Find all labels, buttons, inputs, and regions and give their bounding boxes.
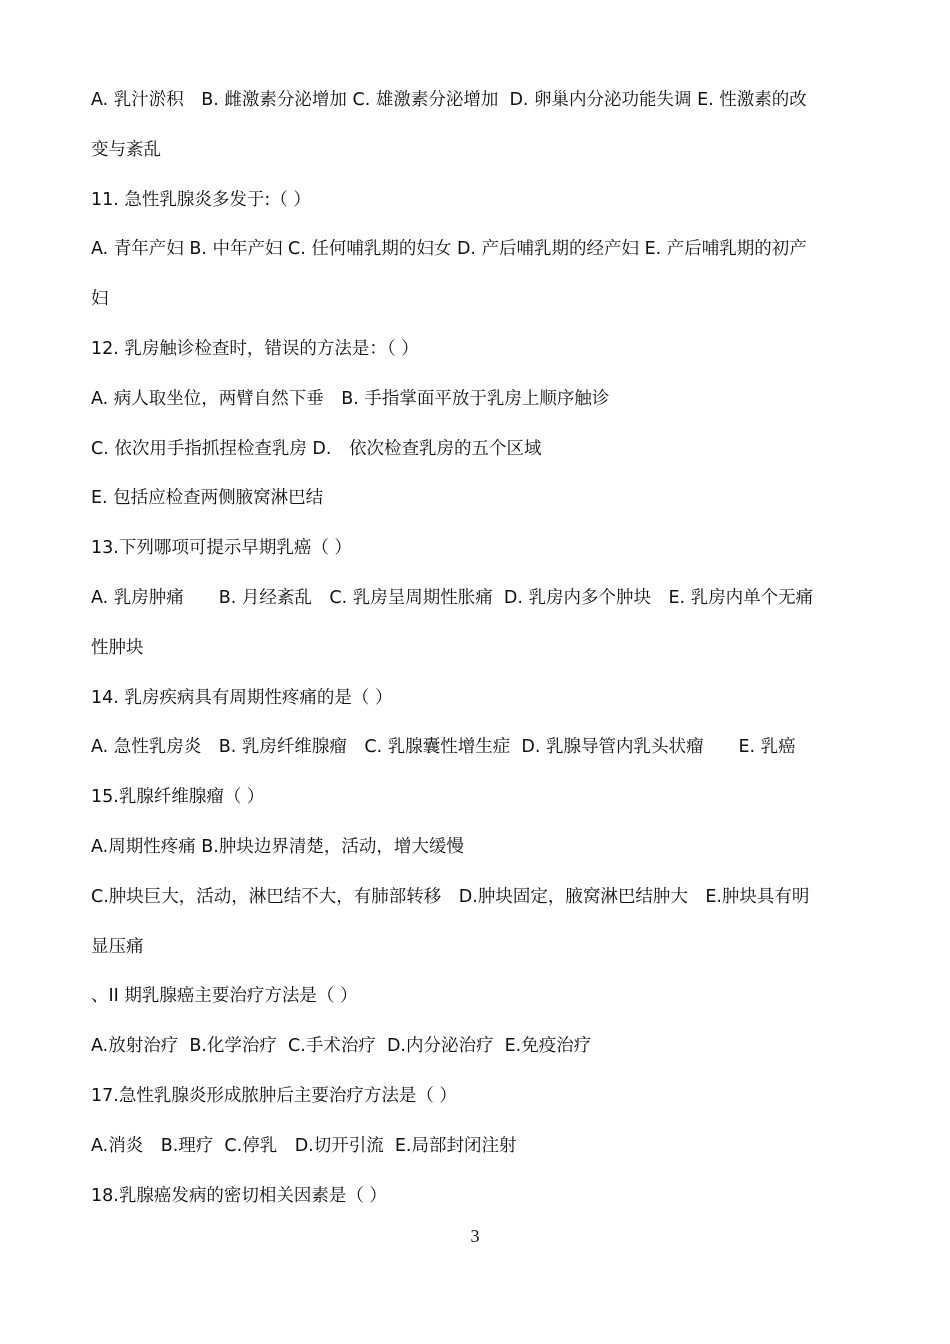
text-line: C. 依次用手指抓捏检查乳房 D. 依次检查乳房的五个区域 xyxy=(91,438,542,459)
question-text-block xyxy=(91,85,871,1230)
question-12: 12. 乳房触诊检查时，错误的方法是：（ ） xyxy=(91,338,419,359)
question-17: 17.急性乳腺炎形成脓肿后主要治疗方法是（ ） xyxy=(91,1085,457,1106)
text-line: A. 病人取坐位，两臂自然下垂 B. 手指掌面平放于乳房上顺序触诊 xyxy=(91,388,610,409)
question-16: 、II 期乳腺癌主要治疗方法是（ ） xyxy=(91,986,358,1007)
text-line: A.周期性疼痛 B.肿块边界清楚，活动，增大缓慢 xyxy=(91,836,464,857)
question-11: 11. 急性乳腺炎多发于:（ ） xyxy=(91,189,311,210)
question-18: 18.乳腺癌发病的密切相关因素是（ ） xyxy=(91,1185,387,1206)
text-line: E. 包括应检查两侧腋窝淋巴结 xyxy=(91,488,324,509)
text-line: A.放射治疗 B.化学治疗 C.手术治疗 D.内分泌治疗 E.免疫治疗 xyxy=(91,1036,592,1057)
question-14: 14. 乳房疾病具有周期性疼痛的是（ ） xyxy=(91,687,393,708)
question-15: 15.乳腺纤维腺瘤（ ） xyxy=(91,787,265,808)
text-line: 显压痛 xyxy=(91,936,144,957)
text-line: 变与紊乱 xyxy=(91,139,161,160)
question-13: 13.下列哪项可提示早期乳癌（ ） xyxy=(91,538,352,559)
text-line: 性肿块 xyxy=(91,637,144,658)
text-line: A. 青年产妇 B. 中年产妇 C. 任何哺乳期的妇女 D. 产后哺乳期的经产妇 E. 产后哺乳期的初产 xyxy=(91,239,807,260)
text-line: 妇 xyxy=(91,289,109,310)
text-line: A. 乳汁淤积 B. 雌激素分泌增加 C. 雄激素分泌增加 D. 卵巢内分泌功能失调 E. 性激素的改 xyxy=(91,90,807,110)
text-line: A. 乳房肿痛 B. 月经紊乱 C. 乳房呈周期性胀痛 D. 乳房内多个肿块 E. 乳房内单个无痛 xyxy=(91,587,814,608)
text-line: A. 急性乳房炎 B. 乳房纤维腺瘤 C. 乳腺囊性增生症 D. 乳腺导管内乳头状瘤 E. 乳癌 xyxy=(91,737,796,758)
page-number: 3 xyxy=(470,1226,480,1246)
text-line: C.肿块巨大，活动，淋巴结不大，有肺部转移 D.肿块固定，腋窝淋巴结肿大 E.肿块具有明 xyxy=(91,886,810,907)
text-line: A.消炎 B.理疗 C.停乳 D.切开引流 E.局部封闭注射 xyxy=(91,1135,517,1156)
